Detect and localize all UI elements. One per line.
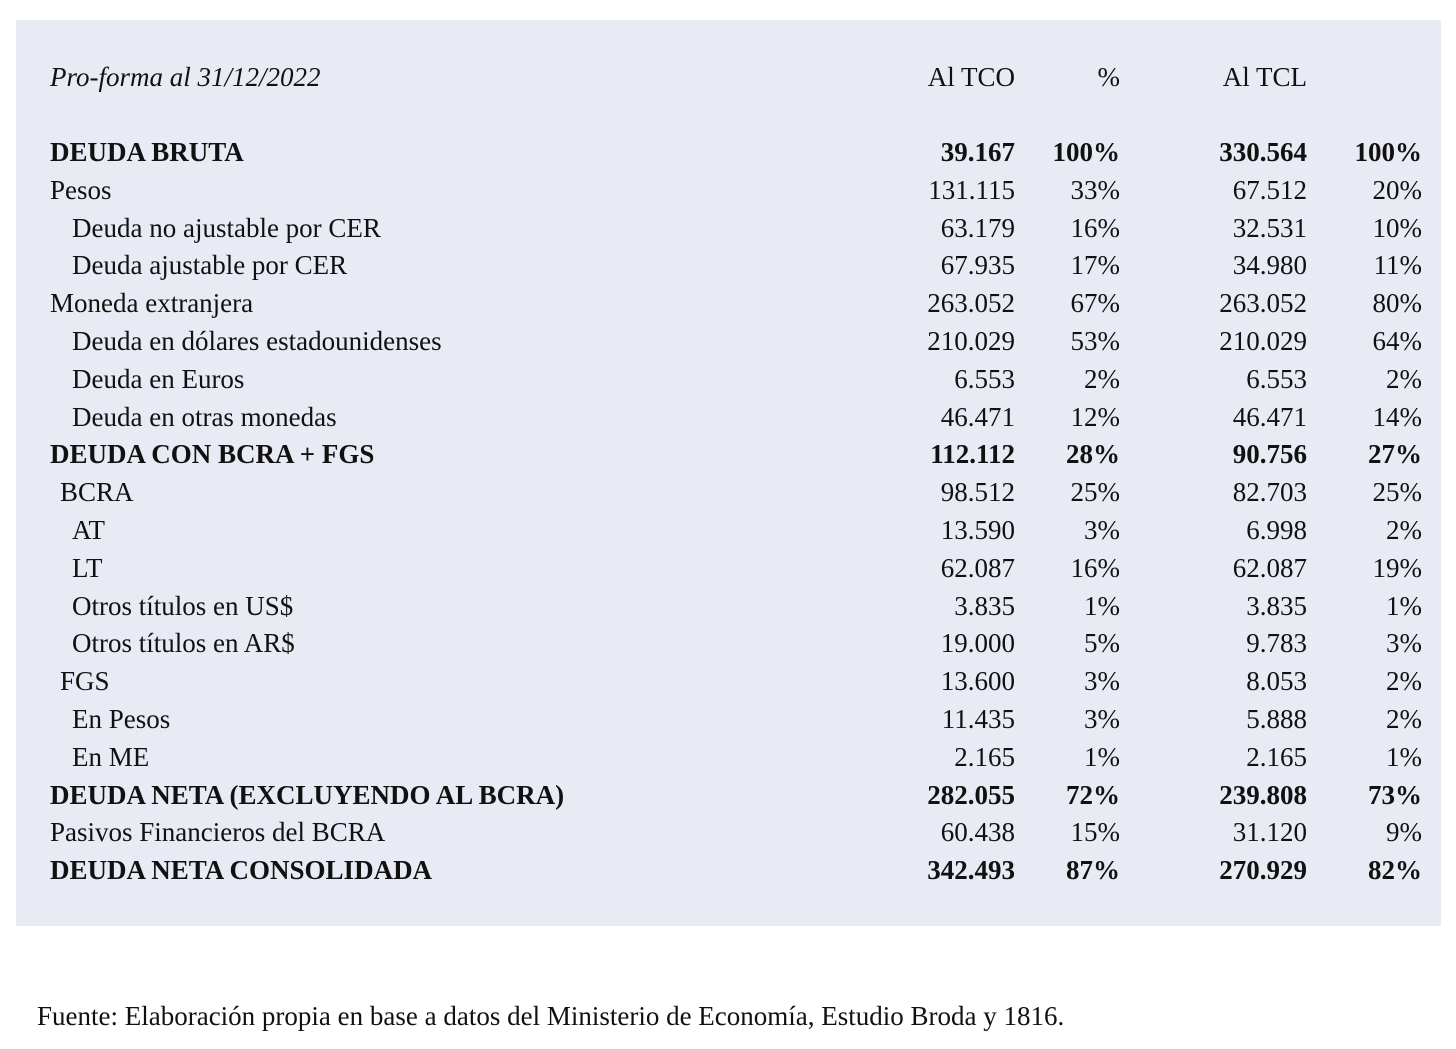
row-tcl: 34.980 bbox=[1232, 250, 1307, 281]
row-tco: 131.115 bbox=[928, 174, 1015, 205]
row-pct-tco: 12% bbox=[1070, 401, 1120, 432]
row-pct-tcl: 10% bbox=[1372, 212, 1422, 243]
row-tcl: 239.808 bbox=[1219, 779, 1307, 810]
row-pct-tco: 25% bbox=[1070, 477, 1120, 508]
table-row bbox=[50, 814, 1422, 852]
row-pct-tco: 67% bbox=[1070, 288, 1120, 319]
row-tco: 60.438 bbox=[940, 817, 1015, 848]
row-pct-tcl: 64% bbox=[1372, 325, 1422, 356]
row-tcl: 32.531 bbox=[1232, 212, 1307, 243]
row-pct-tcl: 27% bbox=[1368, 439, 1422, 470]
row-pct-tco: 5% bbox=[1084, 628, 1120, 659]
row-pct-tco: 72% bbox=[1066, 779, 1120, 810]
row-pct-tcl: 9% bbox=[1386, 817, 1422, 848]
row-pct-tcl: 20% bbox=[1372, 174, 1422, 205]
row-tcl: 62.087 bbox=[1232, 552, 1307, 583]
row-tco: 13.600 bbox=[940, 666, 1015, 697]
row-pct-tco: 3% bbox=[1084, 703, 1120, 734]
table-row bbox=[50, 701, 1422, 739]
row-label: AT bbox=[72, 514, 105, 545]
row-tcl: 67.512 bbox=[1232, 174, 1307, 205]
row-pct-tcl: 3% bbox=[1386, 628, 1422, 659]
table-row bbox=[50, 436, 1422, 474]
row-label: DEUDA NETA CONSOLIDADA bbox=[50, 855, 433, 886]
table-caption: Pro-forma al 31/12/2022 bbox=[50, 62, 321, 92]
row-pct-tcl: 19% bbox=[1372, 552, 1422, 583]
row-pct-tco: 2% bbox=[1084, 363, 1120, 394]
table-row bbox=[50, 852, 1422, 890]
row-tcl: 2.165 bbox=[1246, 741, 1307, 772]
row-label: Moneda extranjera bbox=[50, 288, 254, 319]
row-pct-tco: 33% bbox=[1070, 174, 1120, 205]
debt-table bbox=[50, 58, 1422, 890]
table-row bbox=[50, 625, 1422, 663]
row-label: Pesos bbox=[50, 174, 112, 205]
row-tcl: 5.888 bbox=[1246, 703, 1307, 734]
table-row bbox=[50, 512, 1422, 550]
row-pct-tcl: 2% bbox=[1386, 666, 1422, 697]
row-pct-tco: 16% bbox=[1070, 552, 1120, 583]
row-pct-tcl: 14% bbox=[1372, 401, 1422, 432]
table-row bbox=[50, 550, 1422, 588]
row-tcl: 46.471 bbox=[1232, 401, 1307, 432]
row-pct-tco: 15% bbox=[1070, 817, 1120, 848]
row-pct-tcl: 100% bbox=[1354, 137, 1422, 167]
row-tco: 62.087 bbox=[940, 552, 1015, 583]
row-tco: 2.165 bbox=[954, 741, 1015, 772]
row-tco: 39.167 bbox=[940, 137, 1015, 167]
row-tco: 112.112 bbox=[930, 439, 1015, 470]
row-pct-tco: 3% bbox=[1084, 514, 1120, 545]
row-label: Deuda ajustable por CER bbox=[72, 250, 348, 281]
table-row bbox=[50, 285, 1422, 323]
row-tcl: 6.553 bbox=[1246, 363, 1307, 394]
row-pct-tcl: 25% bbox=[1372, 477, 1422, 508]
row-tcl: 31.120 bbox=[1232, 817, 1307, 848]
row-tco: 98.512 bbox=[940, 477, 1015, 508]
row-label: Deuda en Euros bbox=[72, 363, 245, 394]
row-label: Deuda en dólares estadounidenses bbox=[72, 325, 442, 356]
row-tco: 63.179 bbox=[940, 212, 1015, 243]
table-row bbox=[50, 739, 1422, 777]
header-al-tcl: Al TCL bbox=[1222, 62, 1307, 92]
row-pct-tcl: 2% bbox=[1386, 363, 1422, 394]
row-pct-tco: 28% bbox=[1066, 439, 1120, 470]
table-row bbox=[50, 663, 1422, 701]
row-tco: 19.000 bbox=[940, 628, 1015, 659]
row-label: DEUDA CON BCRA + FGS bbox=[50, 439, 375, 470]
table-row bbox=[50, 361, 1422, 399]
row-label: Deuda en otras monedas bbox=[72, 401, 337, 432]
header-pct-tco: % bbox=[1097, 62, 1120, 92]
row-pct-tcl: 82% bbox=[1368, 855, 1422, 886]
row-tcl: 9.783 bbox=[1246, 628, 1307, 659]
table-row bbox=[50, 323, 1422, 361]
row-tcl: 330.564 bbox=[1219, 137, 1307, 167]
row-tco: 282.055 bbox=[927, 779, 1015, 810]
debt-table-panel bbox=[16, 20, 1441, 926]
row-pct-tco: 16% bbox=[1070, 212, 1120, 243]
table-row bbox=[50, 247, 1422, 285]
row-tcl: 3.835 bbox=[1246, 590, 1307, 621]
row-tcl: 263.052 bbox=[1219, 288, 1307, 319]
table-row bbox=[50, 588, 1422, 626]
row-pct-tcl: 2% bbox=[1386, 703, 1422, 734]
table-row bbox=[50, 210, 1422, 248]
row-pct-tco: 17% bbox=[1070, 250, 1120, 281]
row-pct-tcl: 80% bbox=[1372, 288, 1422, 319]
row-pct-tcl: 1% bbox=[1386, 590, 1422, 621]
row-label: Pasivos Financieros del BCRA bbox=[50, 817, 386, 848]
row-tco: 210.029 bbox=[927, 325, 1015, 356]
row-tco: 6.553 bbox=[954, 363, 1015, 394]
row-pct-tco: 1% bbox=[1084, 741, 1120, 772]
row-tcl: 270.929 bbox=[1219, 855, 1307, 886]
header-spacer bbox=[50, 96, 1422, 134]
row-tco: 46.471 bbox=[940, 401, 1015, 432]
row-label: Deuda no ajustable por CER bbox=[72, 212, 381, 243]
row-tco: 11.435 bbox=[941, 703, 1015, 734]
row-label: DEUDA BRUTA bbox=[50, 137, 244, 167]
row-label: Otros títulos en US$ bbox=[72, 590, 294, 621]
row-tco: 263.052 bbox=[927, 288, 1015, 319]
row-tcl: 90.756 bbox=[1232, 439, 1307, 470]
row-tcl: 6.998 bbox=[1246, 514, 1307, 545]
row-pct-tco: 100% bbox=[1052, 137, 1120, 167]
row-label: En ME bbox=[72, 741, 150, 772]
row-pct-tcl: 11% bbox=[1373, 250, 1422, 281]
row-tcl: 82.703 bbox=[1232, 477, 1307, 508]
row-tcl: 8.053 bbox=[1246, 666, 1307, 697]
source-footnote: Fuente: Elaboración propia en base a datos del Ministerio de Economía, Estudio Broda y 1816. bbox=[37, 1001, 1065, 1031]
row-tco: 342.493 bbox=[927, 855, 1015, 886]
table-row bbox=[50, 399, 1422, 437]
table-row bbox=[50, 134, 1422, 172]
row-label: BCRA bbox=[60, 477, 134, 508]
table-row bbox=[50, 172, 1422, 210]
row-tco: 3.835 bbox=[954, 590, 1015, 621]
row-pct-tcl: 1% bbox=[1386, 741, 1422, 772]
row-label: LT bbox=[72, 552, 103, 583]
row-pct-tco: 53% bbox=[1070, 325, 1120, 356]
table-row bbox=[50, 777, 1422, 815]
row-label: FGS bbox=[60, 666, 110, 697]
table-row bbox=[50, 474, 1422, 512]
row-pct-tco: 1% bbox=[1084, 590, 1120, 621]
row-label: DEUDA NETA (EXCLUYENDO AL BCRA) bbox=[50, 779, 565, 810]
row-pct-tcl: 73% bbox=[1368, 779, 1422, 810]
row-label: Otros títulos en AR$ bbox=[72, 628, 295, 659]
row-tco: 13.590 bbox=[940, 514, 1015, 545]
row-pct-tcl: 2% bbox=[1386, 514, 1422, 545]
row-label: En Pesos bbox=[72, 703, 171, 734]
table-header-row bbox=[50, 58, 1422, 96]
header-al-tco: Al TCO bbox=[927, 62, 1015, 92]
row-tcl: 210.029 bbox=[1219, 325, 1307, 356]
row-pct-tco: 87% bbox=[1066, 855, 1120, 886]
row-pct-tco: 3% bbox=[1084, 666, 1120, 697]
row-tco: 67.935 bbox=[940, 250, 1015, 281]
